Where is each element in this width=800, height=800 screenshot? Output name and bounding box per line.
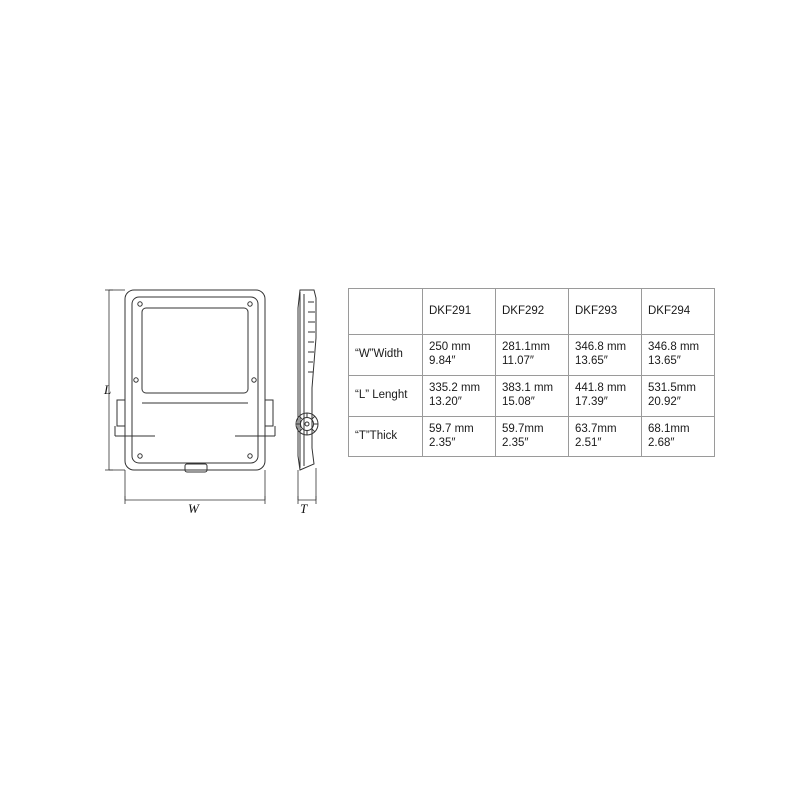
table-row	[349, 416, 715, 457]
cell-mm: 63.7mm	[575, 422, 617, 435]
cell-mm: 68.1mm	[648, 422, 690, 435]
cell-inch: 13.65″	[648, 355, 681, 368]
dimension-label-width: W	[188, 501, 200, 516]
table-column-header-1: DKF292	[496, 289, 569, 335]
cell-width-dkf294	[642, 335, 715, 376]
cell-width-dkf291	[423, 335, 496, 376]
cell-inch: 2.35″	[429, 436, 456, 449]
dimension-label-thickness: T	[300, 501, 308, 516]
cell-inch: 2.35″	[502, 436, 529, 449]
cell-width-dkf293	[569, 335, 642, 376]
cell-length-dkf293	[569, 375, 642, 416]
cell-length-dkf291	[423, 375, 496, 416]
cell-inch: 17.39″	[575, 396, 608, 409]
cell-inch: 13.20″	[429, 396, 462, 409]
cell-thickness-dkf293	[569, 416, 642, 457]
cell-mm: 383.1 mm	[502, 381, 554, 394]
table-column-header-2: DKF293	[569, 289, 642, 335]
cell-inch: 9.84″	[429, 355, 456, 368]
cell-mm: 441.8 mm	[575, 381, 627, 394]
cell-mm: 346.8 mm	[648, 341, 700, 353]
cell-inch: 11.07″	[502, 355, 534, 368]
cell-inch: 13.65″	[575, 355, 608, 368]
cell-mm: 281.1mm	[502, 341, 550, 353]
row-label-length: “L” Lenght	[349, 375, 423, 416]
cell-mm: 335.2 mm	[429, 381, 481, 394]
cell-thickness-dkf291	[423, 416, 496, 457]
cell-mm: 250 mm	[429, 341, 471, 353]
cell-thickness-dkf294	[642, 416, 715, 457]
cell-length-dkf292	[496, 375, 569, 416]
specifications-table	[348, 288, 715, 457]
cell-inch: 2.68″	[648, 436, 675, 449]
table-header-row	[349, 289, 715, 335]
table-corner-cell	[349, 289, 423, 335]
side-view-floodlight	[280, 278, 340, 528]
row-label-width: “W”Width	[349, 335, 423, 376]
cell-length-dkf294	[642, 375, 715, 416]
table-row	[349, 335, 715, 376]
table-column-header-0: DKF291	[423, 289, 496, 335]
cell-mm: 59.7mm	[502, 422, 544, 435]
cell-inch: 15.08″	[502, 396, 535, 409]
cell-thickness-dkf292	[496, 416, 569, 457]
cell-inch: 2.51″	[575, 436, 602, 449]
table-column-header-3: DKF294	[642, 289, 715, 335]
cell-mm: 531.5mm	[648, 381, 696, 394]
dimension-label-length: L	[104, 382, 112, 397]
row-label-thickness: “T”Thick	[349, 416, 423, 457]
cell-width-dkf292	[496, 335, 569, 376]
table-row	[349, 375, 715, 416]
cell-mm: 346.8 mm	[575, 341, 627, 353]
cell-inch: 20.92″	[648, 396, 681, 409]
cell-mm: 59.7 mm	[429, 422, 474, 435]
